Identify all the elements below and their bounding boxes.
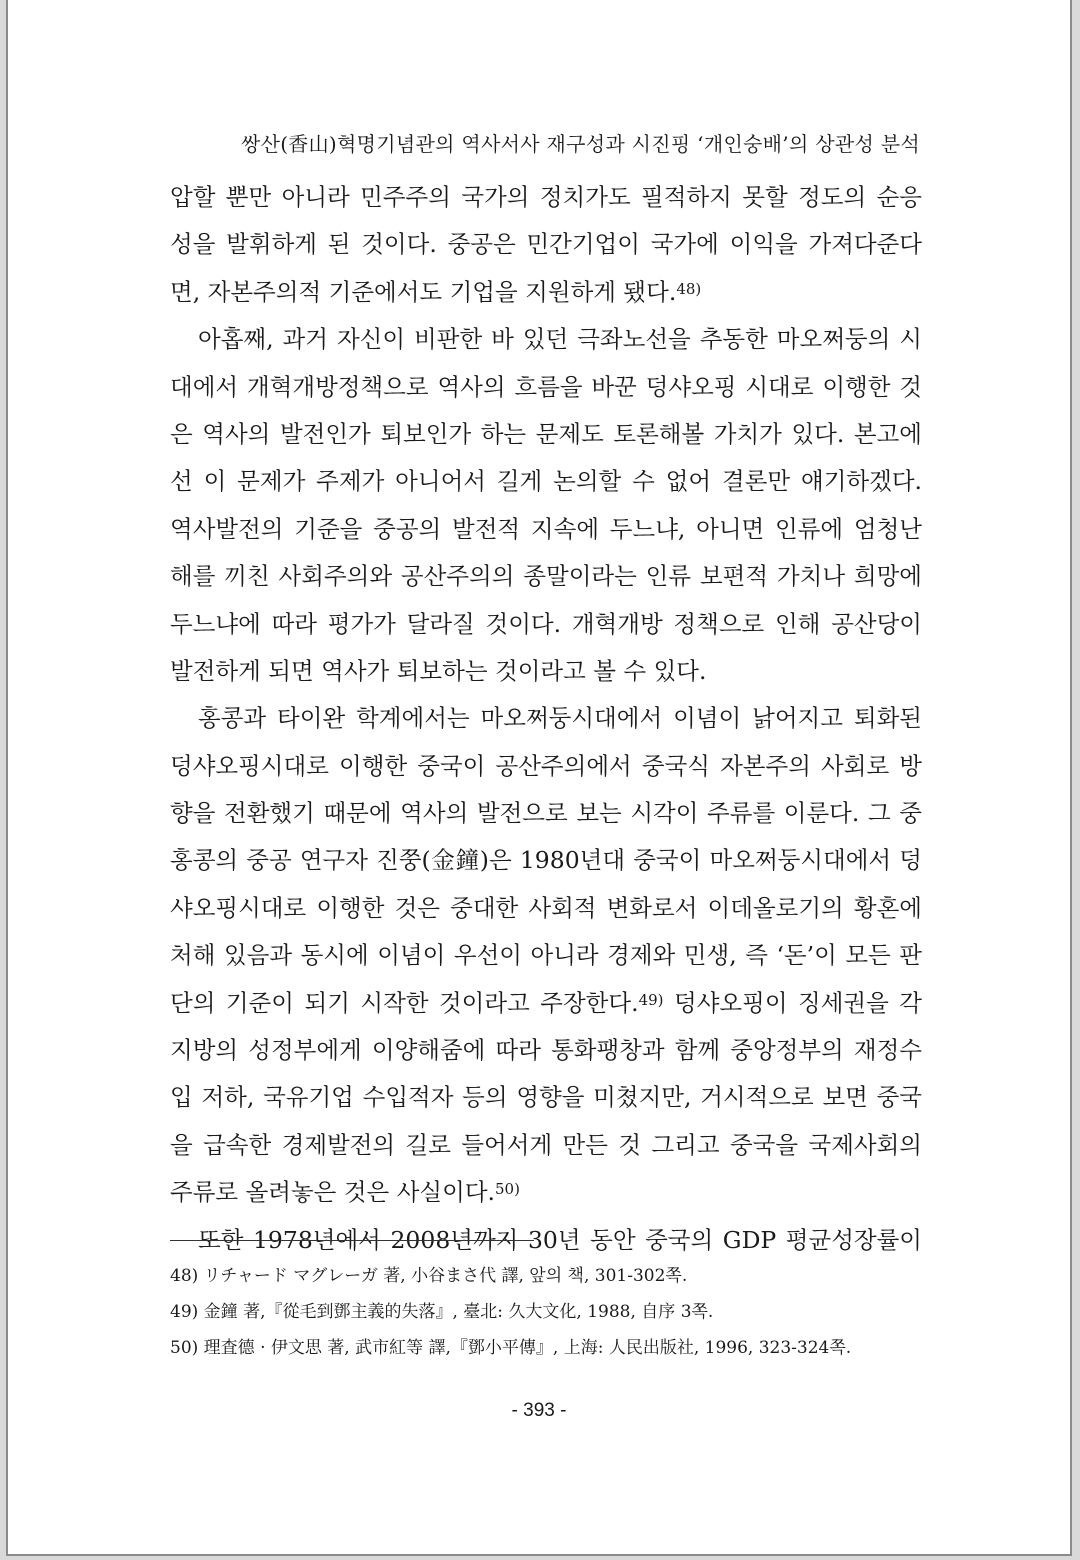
footnote-ref-50[interactable]: 50)	[495, 1180, 520, 1199]
body-line-text: 주류로 올려놓은 것은 사실이다.	[170, 1178, 495, 1207]
footnote-49: 49) 金鐘 著,『從毛到鄧主義的失落』, 臺北: 久大文化, 1988, 自序 3쪽.	[170, 1302, 714, 1322]
body-line: 입 저하, 국유기업 수입적자 등의 영향을 미쳤지만, 거시적으로 보면 중국	[170, 1083, 922, 1112]
body-line-text: 면, 자본주의적 기준에서도 기업을 지원하게 됐다.	[170, 277, 677, 306]
footnotes	[170, 1258, 930, 1366]
body-line: 또한 1978년에서 2008년까지 30년 동안 중국의 GDP 평균성장률이	[198, 1225, 922, 1254]
footnote-ref-49[interactable]: 49)	[638, 990, 664, 1009]
body-line: 은 역사의 발전인가 퇴보인가 하는 문제도 토론해볼 가치가 있다. 본고에	[170, 419, 922, 448]
body-text	[170, 174, 922, 1264]
body-line: 을 급속한 경제발전의 길로 들어서게 만든 것 그리고 중국을 국제사회의	[170, 1130, 922, 1159]
body-line: 덩샤오핑시대로 이행한 중국이 공산주의에서 중국식 자본주의 사회로 방	[170, 751, 922, 780]
document-page	[6, 0, 1072, 1556]
body-line: 샤오핑시대로 이행한 것은 중대한 사회적 변화로서 이데올로기의 황혼에	[170, 893, 922, 922]
body-line-text: 단의 기준이 되기 시작한 것이라고 주장한다.	[170, 988, 639, 1017]
page-number: - 393 -	[511, 1400, 567, 1421]
footnote-divider	[170, 1240, 534, 1241]
body-line: 성을 발휘하게 된 것이다. 중공은 민간기업이 국가에 이익을 가져다준다	[170, 230, 922, 259]
footnote-50: 50) 理査德 · 伊文思 著, 武市紅等 譯,『鄧小平傳』, 上海: 人民出版社, 1996, 323-324쪽.	[170, 1338, 852, 1358]
body-line: 홍콩과 타이완 학계에서는 마오쩌둥시대에서 이념이 낡어지고 퇴화된	[198, 704, 922, 733]
footnote-ref-48[interactable]: 48)	[676, 279, 702, 298]
body-line: 발전하게 되면 역사가 퇴보하는 것이라고 볼 수 있다.	[170, 656, 707, 685]
body-line: 선 이 문제가 주제가 아니어서 길게 논의할 수 없어 결론만 얘기하겠다.	[170, 467, 922, 496]
body-line: 처해 있음과 동시에 이념이 우선이 아니라 경제와 민생, 즉 ‘돈’이 모든 판	[170, 941, 922, 970]
body-line: 압할 뿐만 아니라 민주주의 국가의 정치가도 필적하지 못할 정도의 순응	[170, 183, 922, 211]
body-line: 지방의 성정부에게 이양해줌에 따라 통화팽창과 함께 중앙정부의 재정수	[170, 1036, 922, 1065]
body-line-text: 덩샤오핑이 징세권을 각	[663, 988, 922, 1017]
body-line	[170, 980, 922, 1027]
body-line: 아홉째, 과거 자신이 비판한 바 있던 극좌노선을 추동한 마오쩌둥의 시	[198, 325, 922, 354]
body-line	[170, 269, 922, 316]
body-line	[170, 1169, 922, 1216]
body-line: 향을 전환했기 때문에 역사의 발전으로 보는 시각이 주류를 이룬다. 그 중	[170, 799, 922, 828]
running-header: 쌍산(香山)혁명기념관의 역사서사 재구성과 시진핑 ‘개인숭배’의 상관성 분석	[240, 132, 920, 156]
body-line: 두느냐에 따라 평가가 달라질 것이다. 개혁개방 정책으로 인해 공산당이	[170, 609, 922, 638]
body-line: 대에서 개혁개방정책으로 역사의 흐름을 바꾼 덩샤오핑 시대로 이행한 것	[170, 372, 922, 401]
body-line: 해를 끼친 사회주의와 공산주의의 종말이라는 인류 보편적 가치나 희망에	[170, 562, 922, 591]
body-line: 역사발전의 기준을 중공의 발전적 지속에 두느냐, 아니면 인류에 엄청난	[170, 514, 922, 543]
footnote-48: 48) リチャード マグレーガ 著, 小谷まさ代 譯, 앞의 책, 301-302쪽.	[170, 1266, 688, 1286]
body-line: 홍콩의 중공 연구자 진쭝(金鐘)은 1980년대 중국이 마오쩌둥시대에서 덩	[170, 846, 922, 875]
